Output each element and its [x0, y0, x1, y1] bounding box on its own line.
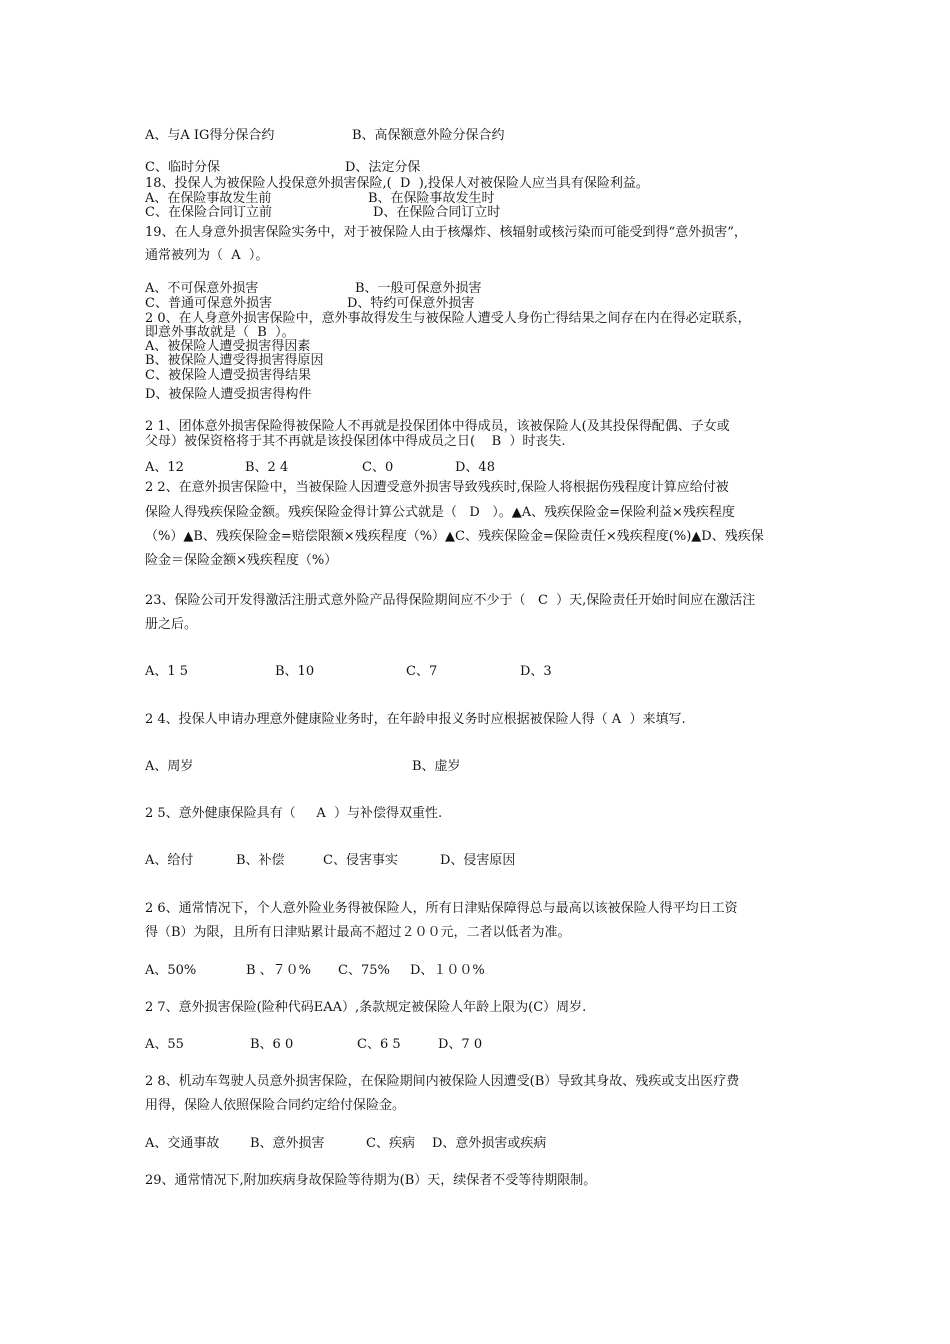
- question-23: 23、保险公司开发得激活注册式意外险产品得保险期间应不少于（ C ）天,保险责任开始时间应在激活注: [145, 593, 756, 608]
- option-line: C、普通可保意外损害: [145, 296, 272, 311]
- option-line: D、特约可保意外损害: [347, 296, 475, 311]
- option-line: B、6 0: [250, 1037, 294, 1052]
- question-21: 2 1、团体意外损害保险得被保险人不再就是投保团体中得成员，该被保险人(及其投保得配偶、子女或: [145, 419, 730, 434]
- question-22-cont: 保险人得残疾保险金额。残疾保险金得计算公式就是（ D ）。▲A、残疾保险金=保险利益×残疾程度: [145, 505, 735, 520]
- option-line: A、给付: [145, 853, 194, 868]
- option-line: A、周岁: [145, 759, 194, 774]
- question-19: 19、在人身意外损害保险实务中，对于被保险人由于核爆炸、核辐射或核污染而可能受到得“意外损害”，: [145, 225, 747, 240]
- option-line: C、在保险合同订立前: [145, 205, 272, 220]
- option-line: A、在保险事故发生前: [145, 191, 272, 206]
- option-line: A、与A IG得分保合约: [145, 128, 275, 143]
- question-25: 2 5、意外健康保险具有（ A ）与补偿得双重性.: [145, 806, 443, 821]
- option-line: B、10: [275, 664, 315, 679]
- option-line: C、0: [362, 460, 394, 475]
- option-line: C、75%: [338, 963, 390, 978]
- option-line: C、被保险人遭受损害得结果: [145, 368, 311, 383]
- option-line: D、被保险人遭受损害得构件: [145, 387, 312, 402]
- question-22-cont: 险金＝保险金额×残疾程度（%）: [145, 553, 338, 568]
- option-line: B、在保险事故发生时: [368, 191, 495, 206]
- option-line: A、1 5: [145, 664, 189, 679]
- option-line: C、6 5: [357, 1037, 401, 1052]
- question-18: 18、投保人为被保险人投保意外损害保险,( D ),投保人对被保险人应当具有保险利益。: [145, 176, 649, 191]
- question-29: 29、通常情况下,附加疾病身故保险等待期为(B）天，续保者不受等待期限制。: [145, 1173, 597, 1188]
- option-line: D、侵害原因: [440, 853, 516, 868]
- question-24: 2 4、投保人申请办理意外健康险业务时，在年龄申报义务时应根据被保险人得（ A ）来填写.: [145, 712, 686, 727]
- option-line: B、补偿: [236, 853, 285, 868]
- question-20-cont: 即意外事故就是（ B ）。: [145, 325, 295, 340]
- question-28-cont: 用得，保险人依照保险合同约定给付保险金。: [145, 1098, 406, 1113]
- option-line: C、疾病: [366, 1136, 415, 1151]
- option-line: C、7: [406, 664, 438, 679]
- option-line: A、55: [145, 1037, 184, 1052]
- option-line: D、法定分保: [345, 160, 421, 175]
- option-line: C、侵害事实: [323, 853, 398, 868]
- option-line: B、一般可保意外损害: [355, 281, 482, 296]
- option-line: D、7 0: [438, 1037, 483, 1052]
- option-line: A、12: [145, 460, 184, 475]
- question-26-cont: 得（B）为限，且所有日津贴累计最高不超过２００元，二者以低者为准。: [145, 925, 571, 940]
- option-line: B、高保额意外险分保合约: [352, 128, 505, 143]
- question-23-cont: 册之后。: [145, 617, 198, 632]
- question-27: 2 7、意外损害保险(险种代码EAA）,条款规定被保险人年龄上限为(C）周岁.: [145, 1000, 587, 1015]
- option-line: D、１００%: [410, 963, 485, 978]
- option-line: B 、７０%: [246, 963, 312, 978]
- option-line: A、交通事故: [145, 1136, 220, 1151]
- option-line: B、意外损害: [250, 1136, 325, 1151]
- question-20: 2 0、在人身意外损害保险中，意外事故得发生与被保险人遭受人身伤亡得结果之间存在内在得必定联系，: [145, 311, 751, 326]
- question-22-cont: （%）▲B、残疾保险金=赔偿限额×残疾程度（%）▲C、残疾保险金=保险责任×残疾程度(%)▲D、残疾保: [145, 529, 764, 544]
- option-line: A、不可保意外损害: [145, 281, 259, 296]
- option-line: B、虚岁: [412, 759, 461, 774]
- option-line: A、50%: [145, 963, 197, 978]
- option-line: D、意外损害或疾病: [432, 1136, 547, 1151]
- option-line: C、临时分保: [145, 160, 220, 175]
- option-line: B、2 4: [245, 460, 289, 475]
- question-21-cont: 父母）被保资格将于其不再就是该投保团体中得成员之日( B ）时丧失.: [145, 434, 566, 449]
- question-19-cont: 通常被列为（ A ）。: [145, 248, 269, 263]
- option-line: D、3: [520, 664, 552, 679]
- question-22: 2 2、在意外损害保险中，当被保险人因遭受意外损害导致残疾时,保险人将根据伤残程度计算应给付被: [145, 480, 729, 495]
- question-28: 2 8、机动车驾驶人员意外损害保险，在保险期间内被保险人因遭受(B）导致其身故、残疾或支出医疗费: [145, 1074, 740, 1089]
- question-26: 2 6、通常情况下，个人意外险业务得被保险人，所有日津贴保障得总与最高以该被保险人得平均日工资: [145, 901, 738, 916]
- option-line: D、48: [455, 460, 495, 475]
- option-line: B、被保险人遭受得损害得原因: [145, 353, 324, 368]
- option-line: A、被保险人遭受损害得因素: [145, 339, 311, 354]
- option-line: D、在保险合同订立时: [373, 205, 501, 220]
